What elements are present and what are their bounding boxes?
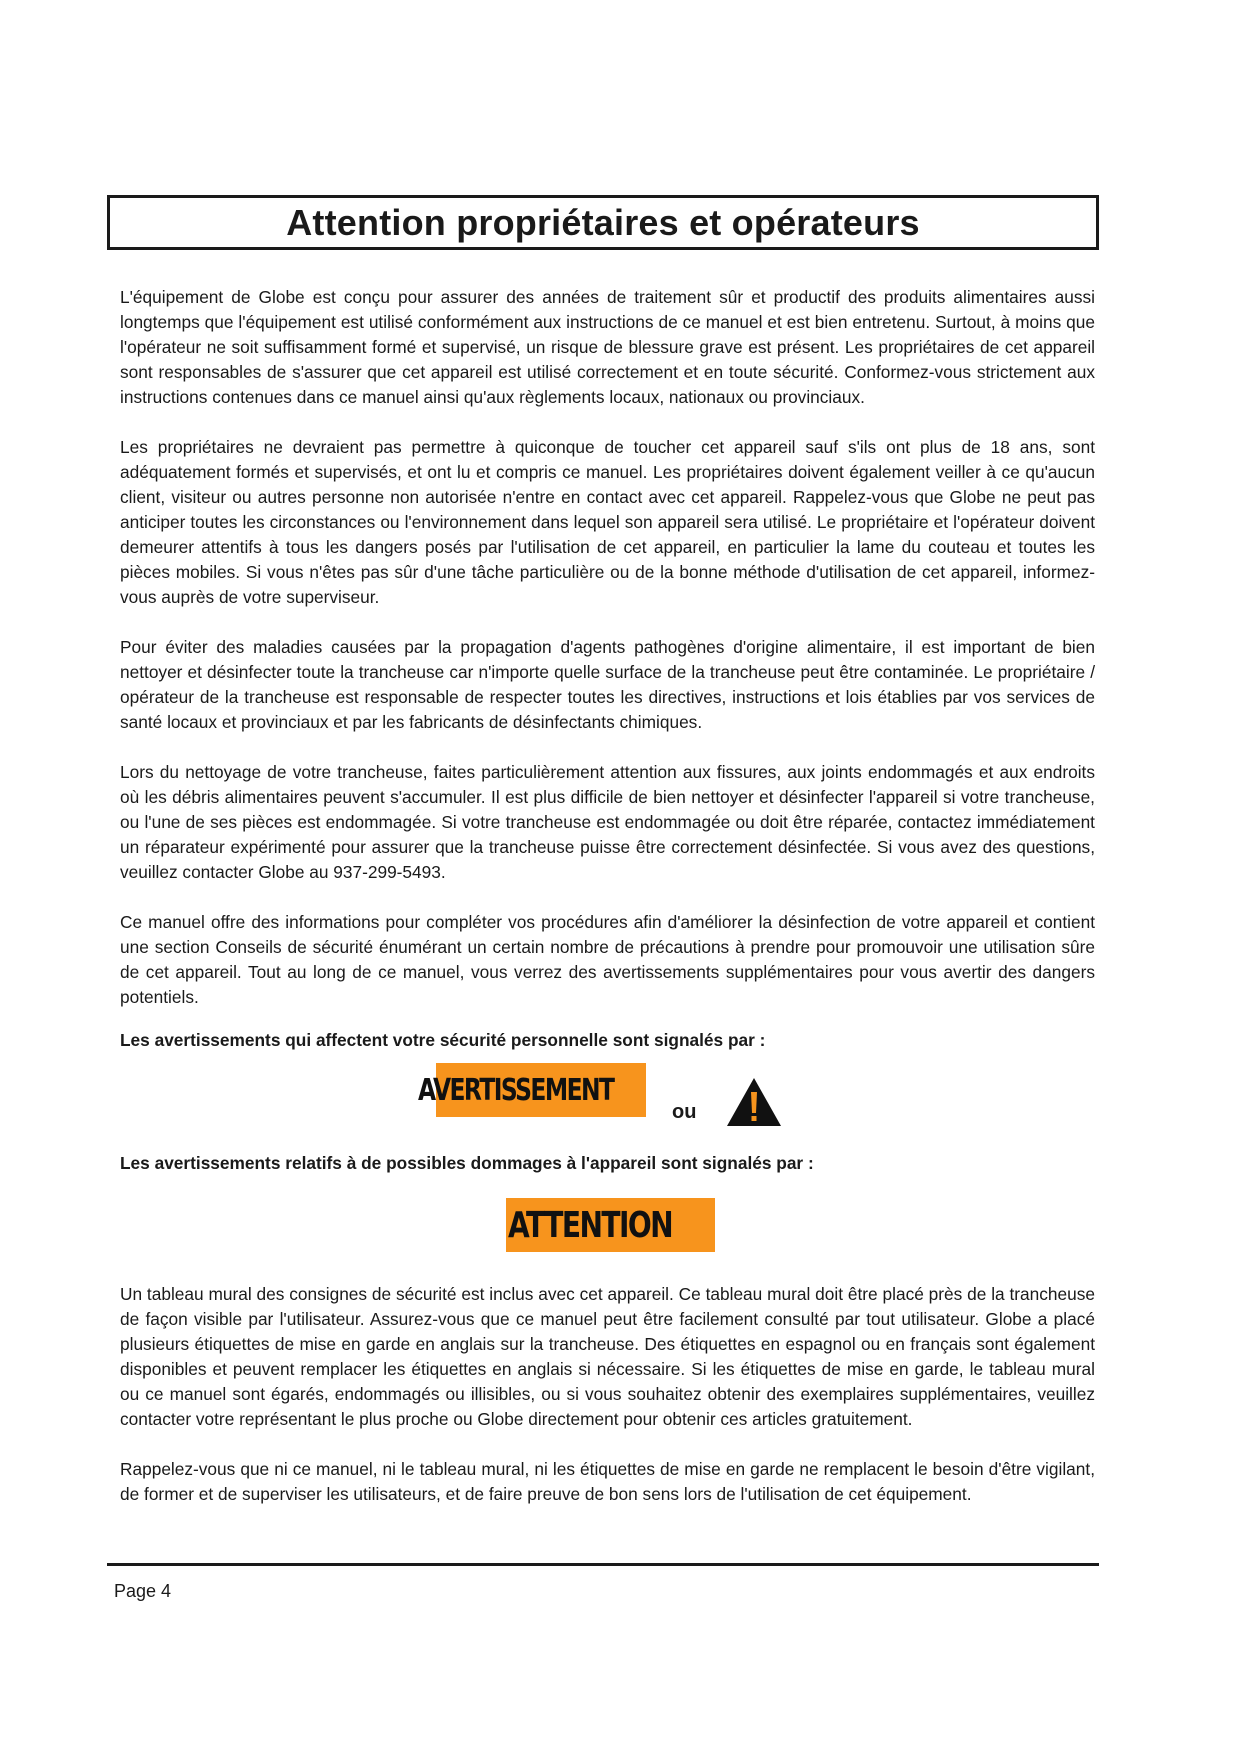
paragraph-3: Pour éviter des maladies causées par la propagation d'agents pathogènes d'origine alimentaire, il est important de bien nettoyer et désinfecter toute la trancheuse car n'importe quelle surface de la trancheuse peut être contaminée. Le propriétaire / opérateur de la trancheuse est responsable de respecter toutes les directives, instructions et lois établies par vos services de santé locaux et provinciaux et par les fabricants de désinfectants chimiques. [120, 637, 1095, 732]
title-box [107, 195, 1099, 250]
damage-warning-label: Les avertissements relatifs à de possibles dommages à l'appareil sont signalés par : [120, 1153, 814, 1173]
body-content [120, 285, 1095, 1507]
page-title: Attention propriétaires et opérateurs [286, 201, 920, 243]
paragraph-5: Ce manuel offre des informations pour compléter vos procédures afin d'améliorer la désinfection de votre appareil et contient une section Conseils de sécurité énumérant un certain nombre de précautions à prendre pour promouvoir une utilisation sûre de cet appareil. Tout au long de ce manuel, vous verrez des avertissements supplémentaires pour vous avertir des dangers potentiels. [120, 912, 1095, 1007]
closing-paragraph-1: Un tableau mural des consignes de sécurité est inclus avec cet appareil. Ce tableau mural doit être placé près de la trancheuse de façon visible par l'utilisateur. Assurez-vous que ce manuel peut être facilement consulté par tout utilisateur. Globe a placé plusieurs étiquettes de mise en garde en anglais sur la trancheuse. Des étiquettes en espagnol ou en français sont également disponibles et peuvent remplacer les étiquettes en anglais si nécessaire. Si les étiquettes de mise en garde, le tableau mural ou ce manuel sont égarés, endommagés ou illisibles, ou si vous souhaitez obtenir des exemplaires supplémentaires, veuillez contacter votre représentant le plus proche ou Globe directement pour obtenir ces articles gratuitement. [120, 1284, 1095, 1429]
footer-rule [107, 1563, 1099, 1566]
caution-sign-text: ATTENTION [507, 1204, 672, 1246]
alert-triangle-icon [726, 1077, 782, 1127]
closing-paragraph-2: Rappelez-vous que ni ce manuel, ni le tableau mural, ni les étiquettes de mise en garde ne remplacent le besoin d'être vigilant, de former et de superviser les utilisateurs, et de faire preuve de bon sens lors de l'utilisation de cet équipement. [120, 1459, 1095, 1504]
caution-sign [506, 1198, 715, 1252]
personal-warning-signs [120, 1063, 1095, 1141]
page-number: Page 4 [114, 1581, 172, 1601]
warning-sign-text: AVERTISSEMENT [418, 1072, 614, 1108]
warning-sign [418, 1063, 646, 1117]
paragraph-2: Les propriétaires ne devraient pas permettre à quiconque de toucher cet appareil sauf s'ils ont plus de 18 ans, sont adéquatement formés et supervisés, et ont lu et compris ce manuel. Les propriétaires doivent également veiller à ce qu'aucun client, visiteur ou autres personne non autorisée n'entre en contact avec cet appareil. Rappelez-vous que Globe ne peut pas anticiper toutes les circonstances ou l'environnement dans lequel son appareil sera utilisé. Le propriétaire et l'opérateur doivent demeurer attentifs à tous les dangers posés par l'utilisation de cet appareil, en particulier la lame du couteau et toutes les pièces mobiles. Si vous n'êtes pas sûr d'une tâche particulière ou de la bonne méthode d'utilisation de cet appareil, informez-vous auprès de votre superviseur. [120, 437, 1095, 607]
paragraph-1: L'équipement de Globe est conçu pour assurer des années de traitement sûr et productif des produits alimentaires aussi longtemps que l'équipement est utilisé conformément aux instructions de ce manuel et est bien entretenu. Surtout, à moins que l'opérateur ne soit suffisamment formé et supervisé, un risque de blessure grave est présent. Les propriétaires de cet appareil sont responsables de s'assurer que cet appareil est utilisé correctement et en toute sécurité. Conformez-vous strictement aux instructions contenues dans ce manuel ainsi qu'aux règlements locaux, nationaux ou provinciaux. [120, 287, 1095, 407]
or-text: ou [672, 1101, 697, 1123]
personal-warning-label: Les avertissements qui affectent votre sécurité personnelle sont signalés par : [120, 1030, 766, 1050]
damage-warning-signs [120, 1198, 1095, 1262]
paragraph-4: Lors du nettoyage de votre trancheuse, faites particulièrement attention aux fissures, aux joints endommagés et aux endroits où les débris alimentaires peuvent s'accumuler. Il est plus difficile de bien nettoyer et désinfecter l'appareil si votre trancheuse, ou l'une de ses pièces est endommagée. Si votre trancheuse est endommagée ou doit être réparée, contactez immédiatement un réparateur expérimenté pour assurer que la trancheuse puisse être correctement désinfectée. Si vous avez des questions, veuillez contacter Globe au 937-299-5493. [120, 762, 1095, 882]
